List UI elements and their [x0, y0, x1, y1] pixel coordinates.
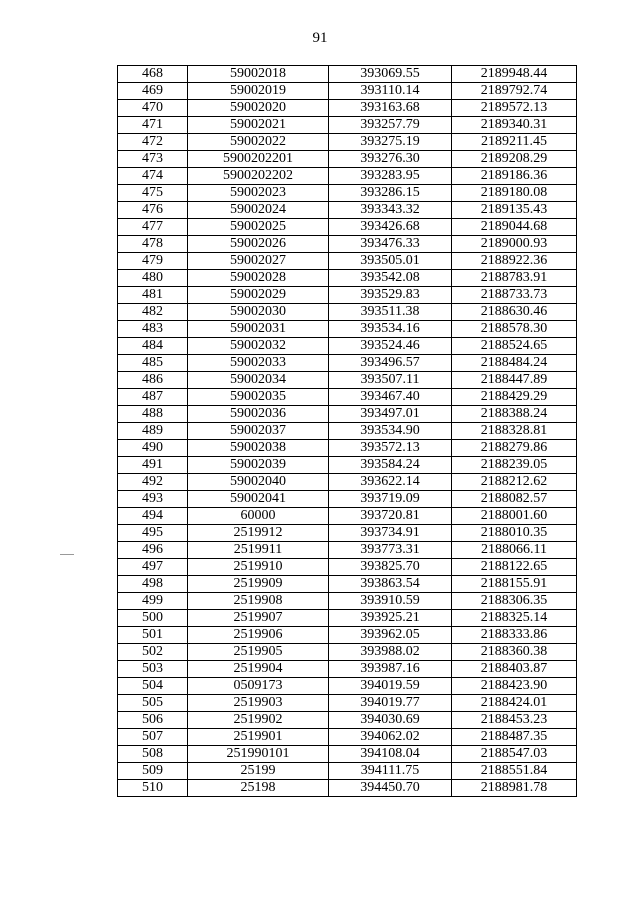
y-coordinate-cell: 2188630.46 — [452, 304, 577, 321]
row-index-cell: 468 — [118, 66, 188, 83]
row-index-cell: 479 — [118, 253, 188, 270]
x-coordinate-cell: 393962.05 — [329, 627, 452, 644]
point-id-cell: 59002024 — [188, 202, 329, 219]
row-index-cell: 482 — [118, 304, 188, 321]
row-index-cell: 498 — [118, 576, 188, 593]
y-coordinate-cell: 2188524.65 — [452, 338, 577, 355]
table-row — [118, 406, 577, 423]
row-index-cell: 505 — [118, 695, 188, 712]
table-row — [118, 236, 577, 253]
y-coordinate-cell: 2189135.43 — [452, 202, 577, 219]
table-row — [118, 457, 577, 474]
x-coordinate-cell: 394108.04 — [329, 746, 452, 763]
point-id-cell: 2519907 — [188, 610, 329, 627]
y-coordinate-cell: 2188239.05 — [452, 457, 577, 474]
row-index-cell: 500 — [118, 610, 188, 627]
point-id-cell: 59002035 — [188, 389, 329, 406]
table-row — [118, 627, 577, 644]
x-coordinate-cell: 393257.79 — [329, 117, 452, 134]
y-coordinate-cell: 2188388.24 — [452, 406, 577, 423]
point-id-cell: 59002036 — [188, 406, 329, 423]
point-id-cell: 2519912 — [188, 525, 329, 542]
y-coordinate-cell: 2188279.86 — [452, 440, 577, 457]
row-index-cell: 474 — [118, 168, 188, 185]
row-index-cell: 502 — [118, 644, 188, 661]
point-id-cell: 59002030 — [188, 304, 329, 321]
point-id-cell: 2519910 — [188, 559, 329, 576]
point-id-cell: 59002018 — [188, 66, 329, 83]
row-index-cell: 501 — [118, 627, 188, 644]
table-row — [118, 661, 577, 678]
x-coordinate-cell: 393863.54 — [329, 576, 452, 593]
point-id-cell: 59002019 — [188, 83, 329, 100]
point-id-cell: 59002031 — [188, 321, 329, 338]
row-index-cell: 491 — [118, 457, 188, 474]
x-coordinate-cell: 393720.81 — [329, 508, 452, 525]
point-id-cell: 59002020 — [188, 100, 329, 117]
x-coordinate-cell: 393524.46 — [329, 338, 452, 355]
x-coordinate-cell: 393542.08 — [329, 270, 452, 287]
y-coordinate-cell: 2188484.24 — [452, 355, 577, 372]
row-index-cell: 470 — [118, 100, 188, 117]
point-id-cell: 59002039 — [188, 457, 329, 474]
y-coordinate-cell: 2189572.13 — [452, 100, 577, 117]
x-coordinate-cell: 393988.02 — [329, 644, 452, 661]
point-id-cell: 59002032 — [188, 338, 329, 355]
y-coordinate-cell: 2188212.62 — [452, 474, 577, 491]
table-row — [118, 559, 577, 576]
table-row — [118, 440, 577, 457]
y-coordinate-cell: 2188981.78 — [452, 780, 577, 797]
y-coordinate-cell: 2189208.29 — [452, 151, 577, 168]
row-index-cell: 481 — [118, 287, 188, 304]
x-coordinate-cell: 394450.70 — [329, 780, 452, 797]
table-row — [118, 338, 577, 355]
page-number: 91 — [312, 30, 328, 46]
table-row — [118, 678, 577, 695]
table-row — [118, 270, 577, 287]
point-id-cell: 2519911 — [188, 542, 329, 559]
y-coordinate-cell: 2188578.30 — [452, 321, 577, 338]
point-id-cell: 59002021 — [188, 117, 329, 134]
point-id-cell: 5900202202 — [188, 168, 329, 185]
row-index-cell: 472 — [118, 134, 188, 151]
point-id-cell: 2519902 — [188, 712, 329, 729]
row-index-cell: 469 — [118, 83, 188, 100]
point-id-cell: 59002023 — [188, 185, 329, 202]
row-index-cell: 495 — [118, 525, 188, 542]
table-row — [118, 389, 577, 406]
x-coordinate-cell: 393719.09 — [329, 491, 452, 508]
x-coordinate-cell: 393163.68 — [329, 100, 452, 117]
y-coordinate-cell: 2188424.01 — [452, 695, 577, 712]
y-coordinate-cell: 2188447.89 — [452, 372, 577, 389]
x-coordinate-cell: 393467.40 — [329, 389, 452, 406]
margin-mark — [60, 554, 74, 555]
y-coordinate-cell: 2188922.36 — [452, 253, 577, 270]
row-index-cell: 490 — [118, 440, 188, 457]
point-id-cell: 59002040 — [188, 474, 329, 491]
x-coordinate-cell: 393275.19 — [329, 134, 452, 151]
table-row — [118, 134, 577, 151]
row-index-cell: 494 — [118, 508, 188, 525]
y-coordinate-cell: 2188453.23 — [452, 712, 577, 729]
y-coordinate-cell: 2188360.38 — [452, 644, 577, 661]
row-index-cell: 485 — [118, 355, 188, 372]
row-index-cell: 478 — [118, 236, 188, 253]
x-coordinate-cell: 394030.69 — [329, 712, 452, 729]
point-id-cell: 59002025 — [188, 219, 329, 236]
y-coordinate-cell: 2189044.68 — [452, 219, 577, 236]
row-index-cell: 477 — [118, 219, 188, 236]
y-coordinate-cell: 2188487.35 — [452, 729, 577, 746]
table-row — [118, 253, 577, 270]
table-row — [118, 576, 577, 593]
table-row — [118, 372, 577, 389]
point-id-cell: 59002026 — [188, 236, 329, 253]
y-coordinate-cell: 2188403.87 — [452, 661, 577, 678]
y-coordinate-cell: 2188783.91 — [452, 270, 577, 287]
y-coordinate-cell: 2188423.90 — [452, 678, 577, 695]
table-row — [118, 610, 577, 627]
point-id-cell: 0509173 — [188, 678, 329, 695]
y-coordinate-cell: 2188547.03 — [452, 746, 577, 763]
y-coordinate-cell: 2189948.44 — [452, 66, 577, 83]
table-row — [118, 83, 577, 100]
table-row — [118, 695, 577, 712]
point-id-cell: 2519904 — [188, 661, 329, 678]
table-body — [118, 66, 577, 797]
x-coordinate-cell: 393529.83 — [329, 287, 452, 304]
x-coordinate-cell: 393476.33 — [329, 236, 452, 253]
row-index-cell: 475 — [118, 185, 188, 202]
table-row — [118, 729, 577, 746]
table-row — [118, 321, 577, 338]
x-coordinate-cell: 393497.01 — [329, 406, 452, 423]
point-id-cell: 25199 — [188, 763, 329, 780]
row-index-cell: 508 — [118, 746, 188, 763]
x-coordinate-cell: 394062.02 — [329, 729, 452, 746]
row-index-cell: 493 — [118, 491, 188, 508]
y-coordinate-cell: 2188001.60 — [452, 508, 577, 525]
row-index-cell: 489 — [118, 423, 188, 440]
y-coordinate-cell: 2188325.14 — [452, 610, 577, 627]
table-row — [118, 780, 577, 797]
x-coordinate-cell: 393534.90 — [329, 423, 452, 440]
y-coordinate-cell: 2189000.93 — [452, 236, 577, 253]
table-row — [118, 491, 577, 508]
table-row — [118, 763, 577, 780]
x-coordinate-cell: 394111.75 — [329, 763, 452, 780]
y-coordinate-cell: 2188066.11 — [452, 542, 577, 559]
row-index-cell: 497 — [118, 559, 188, 576]
y-coordinate-cell: 2188733.73 — [452, 287, 577, 304]
row-index-cell: 509 — [118, 763, 188, 780]
row-index-cell: 480 — [118, 270, 188, 287]
x-coordinate-cell: 393572.13 — [329, 440, 452, 457]
x-coordinate-cell: 393773.31 — [329, 542, 452, 559]
coordinates-table — [117, 65, 577, 797]
row-index-cell: 488 — [118, 406, 188, 423]
row-index-cell: 506 — [118, 712, 188, 729]
x-coordinate-cell: 393505.01 — [329, 253, 452, 270]
x-coordinate-cell: 394019.77 — [329, 695, 452, 712]
table-row — [118, 525, 577, 542]
y-coordinate-cell: 2188122.65 — [452, 559, 577, 576]
point-id-cell: 2519903 — [188, 695, 329, 712]
row-index-cell: 503 — [118, 661, 188, 678]
x-coordinate-cell: 393910.59 — [329, 593, 452, 610]
y-coordinate-cell: 2189186.36 — [452, 168, 577, 185]
table-row — [118, 746, 577, 763]
row-index-cell: 487 — [118, 389, 188, 406]
x-coordinate-cell: 393496.57 — [329, 355, 452, 372]
table-row — [118, 355, 577, 372]
table-row — [118, 712, 577, 729]
table-row — [118, 287, 577, 304]
x-coordinate-cell: 393925.21 — [329, 610, 452, 627]
table-row — [118, 593, 577, 610]
x-coordinate-cell: 393987.16 — [329, 661, 452, 678]
point-id-cell: 59002037 — [188, 423, 329, 440]
y-coordinate-cell: 2188328.81 — [452, 423, 577, 440]
x-coordinate-cell: 393534.16 — [329, 321, 452, 338]
y-coordinate-cell: 2188551.84 — [452, 763, 577, 780]
row-index-cell: 504 — [118, 678, 188, 695]
point-id-cell: 59002038 — [188, 440, 329, 457]
x-coordinate-cell: 393286.15 — [329, 185, 452, 202]
point-id-cell: 2519909 — [188, 576, 329, 593]
y-coordinate-cell: 2189792.74 — [452, 83, 577, 100]
point-id-cell: 59002041 — [188, 491, 329, 508]
point-id-cell: 59002029 — [188, 287, 329, 304]
row-index-cell: 476 — [118, 202, 188, 219]
y-coordinate-cell: 2189180.08 — [452, 185, 577, 202]
y-coordinate-cell: 2188429.29 — [452, 389, 577, 406]
y-coordinate-cell: 2188155.91 — [452, 576, 577, 593]
row-index-cell: 510 — [118, 780, 188, 797]
x-coordinate-cell: 393283.95 — [329, 168, 452, 185]
row-index-cell: 486 — [118, 372, 188, 389]
point-id-cell: 59002033 — [188, 355, 329, 372]
point-id-cell: 60000 — [188, 508, 329, 525]
point-id-cell: 59002028 — [188, 270, 329, 287]
row-index-cell: 492 — [118, 474, 188, 491]
x-coordinate-cell: 393734.91 — [329, 525, 452, 542]
point-id-cell: 251990101 — [188, 746, 329, 763]
table-row — [118, 644, 577, 661]
row-index-cell: 507 — [118, 729, 188, 746]
x-coordinate-cell: 393622.14 — [329, 474, 452, 491]
y-coordinate-cell: 2189211.45 — [452, 134, 577, 151]
point-id-cell: 59002034 — [188, 372, 329, 389]
row-index-cell: 473 — [118, 151, 188, 168]
table-row — [118, 66, 577, 83]
y-coordinate-cell: 2188010.35 — [452, 525, 577, 542]
table-row — [118, 117, 577, 134]
x-coordinate-cell: 393511.38 — [329, 304, 452, 321]
table-row — [118, 542, 577, 559]
table-row — [118, 474, 577, 491]
x-coordinate-cell: 393343.32 — [329, 202, 452, 219]
x-coordinate-cell: 393426.68 — [329, 219, 452, 236]
row-index-cell: 484 — [118, 338, 188, 355]
row-index-cell: 471 — [118, 117, 188, 134]
x-coordinate-cell: 393276.30 — [329, 151, 452, 168]
row-index-cell: 496 — [118, 542, 188, 559]
point-id-cell: 2519908 — [188, 593, 329, 610]
table-row — [118, 100, 577, 117]
x-coordinate-cell: 393069.55 — [329, 66, 452, 83]
point-id-cell: 59002027 — [188, 253, 329, 270]
row-index-cell: 483 — [118, 321, 188, 338]
x-coordinate-cell: 393584.24 — [329, 457, 452, 474]
table-row — [118, 304, 577, 321]
x-coordinate-cell: 393110.14 — [329, 83, 452, 100]
table-row — [118, 202, 577, 219]
point-id-cell: 5900202201 — [188, 151, 329, 168]
point-id-cell: 25198 — [188, 780, 329, 797]
x-coordinate-cell: 393825.70 — [329, 559, 452, 576]
y-coordinate-cell: 2188306.35 — [452, 593, 577, 610]
x-coordinate-cell: 394019.59 — [329, 678, 452, 695]
y-coordinate-cell: 2189340.31 — [452, 117, 577, 134]
table-row — [118, 151, 577, 168]
y-coordinate-cell: 2188333.86 — [452, 627, 577, 644]
point-id-cell: 2519905 — [188, 644, 329, 661]
table-row — [118, 508, 577, 525]
table-row — [118, 423, 577, 440]
point-id-cell: 59002022 — [188, 134, 329, 151]
y-coordinate-cell: 2188082.57 — [452, 491, 577, 508]
point-id-cell: 2519906 — [188, 627, 329, 644]
x-coordinate-cell: 393507.11 — [329, 372, 452, 389]
row-index-cell: 499 — [118, 593, 188, 610]
table-row — [118, 168, 577, 185]
table-row — [118, 185, 577, 202]
point-id-cell: 2519901 — [188, 729, 329, 746]
table-row — [118, 219, 577, 236]
